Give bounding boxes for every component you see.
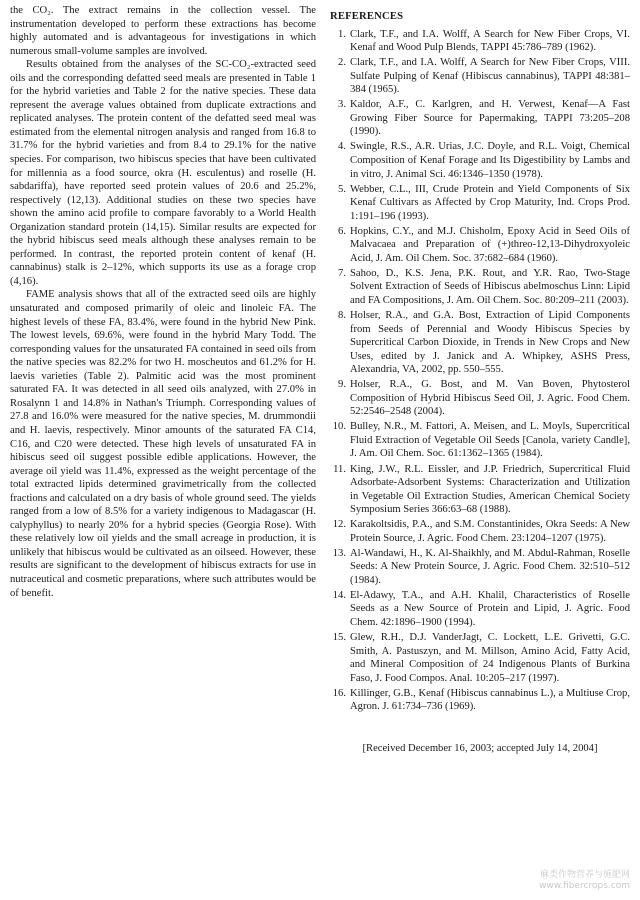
reference-text: Hopkins, C.Y., and M.J. Chisholm, Epoxy Acid in Seed Oils of Malvacaea and Preparation of (+)threo-12,13-Dihydroxyoleic Acid, J. Am. Oil Chem. Soc. 37:682–684 (1960).: [350, 225, 630, 264]
reference-number: 8.: [338, 309, 346, 321]
reference-item: [330, 589, 630, 630]
reference-text: Killinger, G.B., Kenaf (Hibiscus cannabinus L.), a Multiuse Crop, Agron. J. 61:734–736 (1969).: [350, 687, 630, 713]
reference-item: [330, 378, 630, 419]
reference-number: 3.: [338, 99, 346, 111]
reference-number: 13.: [332, 547, 346, 559]
reference-number: 7.: [338, 267, 346, 279]
reference-text: Al-Wandawi, H., K. Al-Shaikhly, and M. Abdul-Rahman, Roselle Seeds: A New Protein Source, J. Agric. Food Chem. 32:510–512 (1984).: [350, 547, 630, 586]
reference-item: [330, 547, 630, 588]
received-accepted-note: [Received December 16, 2003; accepted July 14, 2004]: [362, 742, 598, 754]
reference-item: [330, 140, 630, 181]
reference-number: 14.: [332, 589, 346, 601]
references-list: [330, 28, 630, 714]
watermark-url-text: www.fibercrops.com: [539, 881, 630, 891]
reference-item: [330, 98, 630, 139]
reference-text: Holser, R.A., and G.A. Bost, Extraction of Lipid Components from Seeds of Perennial and Woody Hibiscus Species by Supercritical Carbon Dioxide, in Trends in New Crops and New Uses, edited by J. Janick and A. Whipkey, ASHS Press, Alexandria, VA, 2002, pp. 550–555.: [350, 309, 630, 376]
reference-number: 2.: [338, 57, 346, 69]
reference-number: 1.: [338, 28, 346, 40]
reference-item: [330, 631, 630, 685]
reference-item: [330, 183, 630, 224]
reference-item: [330, 56, 630, 97]
watermark-chinese-text: 麻类作物营养与施肥网: [539, 870, 630, 880]
body-paragraph-1: the CO₂. The extract remains in the collection vessel. The instrumentation developed to perform these extractions has become highly automated and is advantageous for investigations in which numerous small-volume samples are involved.: [10, 5, 316, 57]
reference-number: 5.: [338, 183, 346, 195]
reference-text: Holser, R.A., G. Bost, and M. Van Boven, Phytosterol Composition of Hybrid Hibiscus Seed Oil, J. Agric. Food Chem. 52:2546–2548 (2004).: [350, 379, 630, 418]
reference-item: [330, 28, 630, 55]
references-column: [330, 4, 630, 755]
site-watermark: [539, 870, 630, 892]
reference-text: Webber, C.L., III, Crude Protein and Yield Components of Six Kenaf Cultivars as Affected by Crop Maturity, Ind. Crops Prod. 1:191–196 (1993).: [350, 183, 630, 222]
left-column: [10, 4, 316, 600]
reference-text: Kaldor, A.F., C. Karlgren, and H. Verwest, Kenaf—A Fast Growing Fiber Source for Papermaking, TAPPI 73:205–208 (1990).: [350, 99, 630, 138]
reference-item: [330, 420, 630, 461]
reference-item: [330, 267, 630, 308]
body-paragraph-3: FAME analysis shows that all of the extracted seed oils are highly unsaturated and composed primarily of oleic and linoleic FA. The highest levels of these FA, 83.4%, were found in the hybrid New Pink. The lowest levels, 69.6%, were found in the hybrid Mary Todd. The corresponding values for the unsaturated FA contained in seed oils from the native species was 82.2% for two H. moscheutos and 61.2% for H. laevis varieties (Table 2). Palmitic acid was the most prominent saturated FA. It was detected in all seed oils analyzed, with 27.0% in Rosalynn 1 and 14.8% in Nathan's Triumph. Corresponding values of 27.8 and 16.0% were measured for the native species, M. drummondii and H. laevis, respectively. Minor amounts of the saturated FA C14, C16, and C20 were detected. These high levels of unsaturated FA in hibiscus seed oil suggest possible edible applications. However, the average oil yield was 11.4%, expressed as the weight percentage of the total extracted lipids determined gravimetrically from the collected fractions and calculated on a dry basis of whole ground seed. The yields ranged from a low of 8.5% for a variety indigenous to Madagascar (H. calyphyllus) to nearly 20% for a hybrid species (Georgia Rose). With these relatively low oil yields and the small acreage in production, it is unlikely that hibiscus would be cultivated as an oilseed. However, these results are significant to the development of hibiscus extracts for use in nutraceutical and cosmetic preparations, where such attributes would be of benefit.: [10, 289, 316, 599]
reference-item: [330, 309, 630, 377]
reference-number: 10.: [332, 421, 346, 433]
reference-number: 12.: [332, 519, 346, 531]
reference-text: El-Adawy, T.A., and A.H. Khalil, Characteristics of Roselle Seeds as a New Source of Protein and Lipid, J. Agric. Food Chem. 42:1896–1900 (1994).: [350, 589, 630, 629]
reference-number: 16.: [332, 687, 346, 699]
reference-text: Glew, R.H., D.J. VanderJagt, C. Lockett, L.E. Grivetti, G.C. Smith, A. Pastuszyn, and M. Millson, Amino Acid, Fatty Acid, and Mineral Composition of 24 Indigenous Plants of Burkina Faso, J. Food Compos. Anal. 10:205–217 (1997).: [350, 632, 630, 684]
reference-number: 11.: [333, 463, 346, 475]
reference-number: 9.: [338, 379, 346, 391]
reference-item: [330, 463, 630, 517]
reference-text: Karakoltsidis, P.A., and S.M. Constantinides, Okra Seeds: A New Protein Source, J. Agric. Food Chem. 23:1204–1207 (1975).: [350, 519, 630, 544]
reference-text: Clark, T.F., and I.A. Wolff, A Search for New Fiber Crops, VIII. Sulfate Pulping of Kenaf (Hibiscus cannabinus), TAPPI 48:381–384 (1965).: [350, 57, 630, 96]
reference-item: [330, 518, 630, 545]
reference-text: Bulley, N.R., M. Fattori, A. Meisen, and L. Moyls, Supercritical Fluid Extraction of Vegetable Oil Seeds [Canola, variety Candle], J. Am. Oil Chem. Soc. 61:1362–1365 (1984).: [350, 421, 630, 460]
reference-item: [330, 687, 630, 714]
reference-text: Clark, T.F., and I.A. Wolff, A Search for New Fiber Crops, VI. Kenaf and Wood Pulp Blends, TAPPI 45:786–789 (1962).: [350, 28, 630, 54]
reference-number: 6.: [338, 225, 346, 237]
references-heading: REFERENCES: [330, 11, 404, 22]
reference-text: Sahoo, D., K.S. Jena, P.K. Rout, and Y.R. Rao, Two-Stage Solvent Extraction of Seeds of Hibiscus abelmoschus Linn: Lipid and FA Compositions, J. Am. Oil Chem. Soc. 80:209–211 (2003).: [350, 267, 630, 306]
reference-text: King, J.W., R.L. Eissler, and J.P. Friedrich, Supercritical Fluid Adsorbate-Adsorbent Systems: Characterization and Utilization in Vegetable Oil Extraction Studies, American Chemical Society Symposium Series 366:63–68 (1988).: [350, 463, 630, 516]
reference-number: 15.: [332, 632, 346, 644]
reference-item: [330, 225, 630, 266]
reference-number: 4.: [338, 141, 346, 153]
reference-text: Swingle, R.S., A.R. Urias, J.C. Doyle, and R.L. Voigt, Chemical Composition of Kenaf Forage and Its Digestibility by Lambs and in vitro, J. Animal Sci. 46:1346–1350 (1978).: [350, 141, 630, 180]
body-paragraph-2: Results obtained from the analyses of the SC-CO₂-extracted seed oils and the corresponding defatted seed meals are presented in Table 1 for the hybrid varieties and Table 2 for the native species. These data represent the average values obtained from duplicate extractions and replicated analyses. The protein content of the defatted seed meal was estimated from the elemental nitrogen analysis and ranged from 16.8 to 31.7% for the hybrid varieties and from 8.4 to 29.1% for the native species. For comparison, two hibiscus species that have been cultivated for millennia as a food source, okra (H. esculentus) and roselle (H. sabdariffa), have reported seed protein values of 20.6 and 25.2%, respectively (12,13). Additional studies on these two species have shown the amino acid profile to compare favorably to a World Health Organization standard protein (14,15). Similar results are expected for the hybrid hibiscus seed meals although these analyses remain to be performed. In contrast, the reported protein content of kenaf (H. cannabinus) stalk is 2–12%, which supports its use as a forage crop (4,16).: [10, 59, 316, 287]
